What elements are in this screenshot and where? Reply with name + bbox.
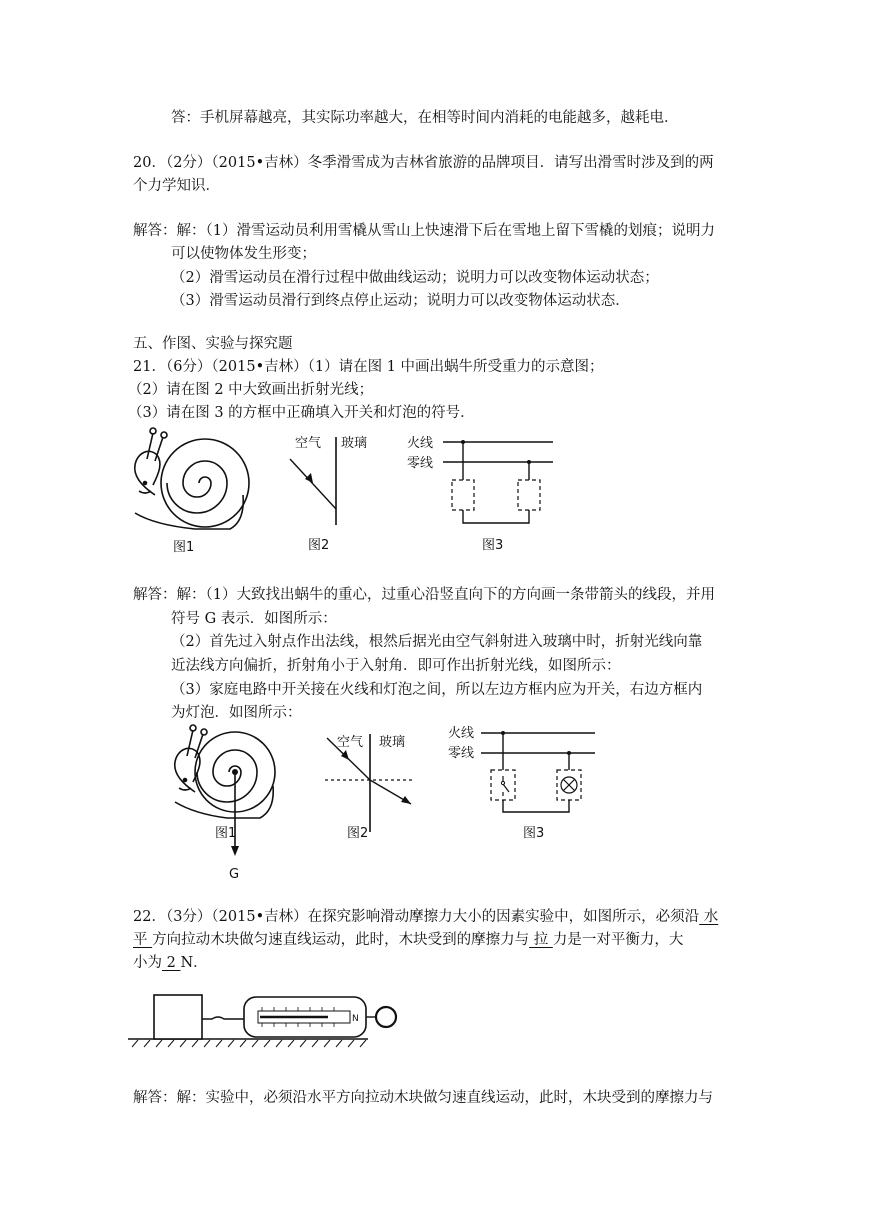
q22-stem-text: 22．（3分）（2015•吉林）在探究影响滑动摩擦力大小的因素实验中，如图所示，必须沿 — [133, 909, 700, 925]
fig2-caption: 图2 — [308, 538, 330, 553]
q20-answer-line4: （3）滑雪运动员滑行到终点停止运动；说明力可以改变物体运动状态． — [171, 293, 630, 309]
q21-answer-line6: 为灯泡．如图所示： — [171, 705, 302, 721]
q20-answer-line2: 可以使物体发生形变； — [171, 246, 316, 262]
q22-stem-line1 — [133, 907, 718, 927]
answer-blank-1b: 平 — [133, 932, 153, 948]
q21-answer-line1: 解答：解：（1）大致找出蜗牛的重心，过重心沿竖直向下的方向画一条带箭头的线段，并用 — [133, 587, 715, 603]
air-label: 空气 — [295, 436, 322, 451]
neutral-wire-label: 零线 — [407, 456, 434, 471]
live-wire-label: 火线 — [448, 726, 475, 741]
scale-unit-label: N — [352, 1014, 359, 1024]
air-label: 空气 — [337, 735, 364, 750]
fig3-caption: 图3 — [482, 538, 504, 553]
q21-question-figures — [125, 425, 565, 555]
wooden-block — [154, 995, 202, 1039]
neutral-wire-label: 零线 — [448, 746, 475, 761]
fig3-caption: 图3 — [523, 826, 545, 841]
q22-stem-text: 力是一对平衡力，大 — [552, 932, 684, 948]
glass-label: 玻璃 — [379, 735, 406, 750]
q20-stem-line1: 20．（2分）（2015•吉林）冬季滑雪成为吉林省旅游的品牌项目．请写出滑雪时涉及到的两 — [133, 155, 714, 171]
q22-answer-line1: 解答：解：实验中，必须沿水平方向拉动木块做匀速直线运动，此时，木块受到的摩擦力与 — [133, 1090, 713, 1106]
q21-answer-line3: （2）首先过入射点作出法线，根然后据光由空气斜射进入玻璃中时，折射光线向靠 — [171, 634, 703, 650]
gravity-label: G — [229, 867, 240, 882]
friction-experiment-figure — [128, 985, 418, 1055]
fig1-caption: 图1 — [173, 540, 195, 555]
glass-label: 玻璃 — [341, 436, 368, 451]
q21-answer-line5: （3）家庭电路中开关接在火线和灯泡之间，所以左边方框内应为开关，右边方框内 — [171, 682, 703, 698]
q19-answer: 答：手机屏幕越亮，其实际功率越大，在相等时间内消耗的电能越多，越耗电． — [171, 110, 679, 126]
q21-stem-line2: （2）请在图 2 中大致画出折射光线； — [128, 382, 374, 398]
q21-answer-figures — [165, 722, 605, 882]
q22-stem-line3 — [133, 953, 208, 973]
fig2-caption: 图2 — [347, 826, 369, 841]
q22-stem-text: 小为 — [133, 955, 162, 971]
q21-stem-line1: 21．（6分）（2015•吉林）（1）请在图 1 中画出蜗牛所受重力的示意图； — [133, 359, 604, 375]
answer-blank-2: 拉 — [529, 932, 553, 948]
q21-answer-line4: 近法线方向偏折，折射角小于入射角．即可作出折射光线，如图所示： — [171, 658, 621, 674]
q21-answer-line2: 符号 G 表示．如图所示： — [171, 611, 337, 627]
q22-stem-text: N． — [180, 955, 208, 971]
answer-blank-1a: 水 — [699, 909, 719, 925]
live-wire-label: 火线 — [407, 436, 434, 451]
q22-stem-text: 方向拉动木块做匀速直线运动，此时，木块受到的摩擦力与 — [152, 932, 530, 948]
q20-answer-line3: （2）滑雪运动员在滑行过程中做曲线运动；说明力可以改变物体运动状态； — [171, 270, 659, 286]
q20-stem-line2: 个力学知识． — [133, 178, 220, 194]
section-heading: 五、作图、实验与探究题 — [133, 336, 293, 352]
answer-blank-3: 2 — [162, 955, 181, 971]
q20-answer-line1: 解答：解：（1）滑雪运动员利用雪橇从雪山上快速滑下后在雪地上留下雪橇的划痕；说明力 — [133, 223, 715, 239]
fig1-caption: 图1 — [215, 826, 237, 841]
q22-stem-line2 — [133, 930, 683, 950]
q21-stem-line3: （3）请在图 3 的方框中正确填入开关和灯泡的符号． — [128, 405, 475, 421]
snail-drawing — [135, 428, 249, 529]
